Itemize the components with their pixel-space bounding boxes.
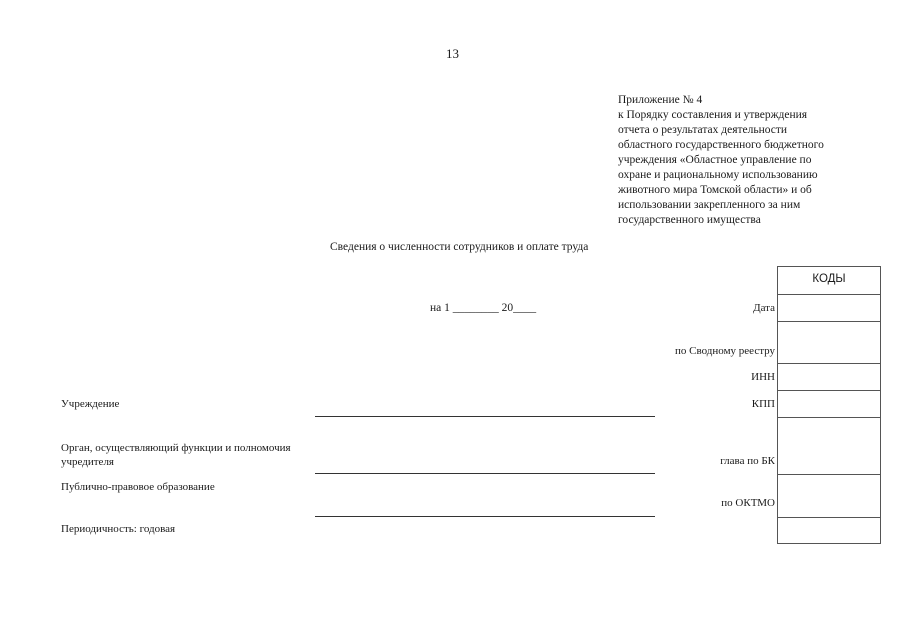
codes-divider [778, 417, 880, 418]
annex-line: охране и рациональному использованию [618, 169, 818, 181]
codes-divider [778, 474, 880, 475]
annex-block [618, 93, 866, 228]
founder-fill-line[interactable] [315, 473, 655, 474]
report-date: на 1 ________ 20____ [430, 302, 537, 314]
annex-line: использовании закрепленного за ним [618, 199, 801, 211]
document-title: Сведения о численности сотрудников и оплате труда [330, 241, 589, 253]
page-number: 13 [446, 46, 459, 61]
date-code-label: Дата [753, 302, 775, 314]
oktmo-code-label: по ОКТМО [721, 497, 775, 509]
codes-divider [778, 363, 880, 364]
periodicity-label: Периодичность: годовая [61, 523, 176, 535]
annex-title: Приложение № 4 [618, 94, 703, 106]
codes-divider [778, 390, 880, 391]
annex-line: к Порядку составления и утверждения [618, 109, 808, 121]
founder-label-line1: Орган, осуществляющий функции и полномочия [61, 442, 291, 454]
annex-line: животного мира Томской области» и об [618, 184, 812, 196]
bk-chapter-code-label: глава по БК [720, 455, 775, 467]
codes-divider [778, 517, 880, 518]
public-entity-fill-line[interactable] [315, 516, 655, 517]
codes-header: КОДЫ [812, 273, 846, 285]
annex-line: отчета о результатах деятельности [618, 124, 788, 136]
kpp-code-label: КПП [751, 398, 775, 410]
founder-label-line2: учредителя [61, 456, 114, 468]
annex-line: областного государственного бюджетного [618, 139, 824, 151]
public-entity-label: Публично-правовое образование [61, 481, 215, 493]
annex-text [618, 108, 866, 228]
annex-line: учреждения «Областное управление по [618, 154, 812, 166]
codes-table [777, 266, 881, 544]
codes-divider [778, 321, 880, 322]
codes-divider [778, 294, 880, 295]
institution-fill-line[interactable] [315, 416, 655, 417]
inn-code-label: ИНН [751, 371, 775, 383]
institution-label: Учреждение [61, 398, 120, 410]
registry-code-label: по Сводному реестру [675, 345, 775, 357]
annex-line: государственного имущества [618, 214, 761, 226]
